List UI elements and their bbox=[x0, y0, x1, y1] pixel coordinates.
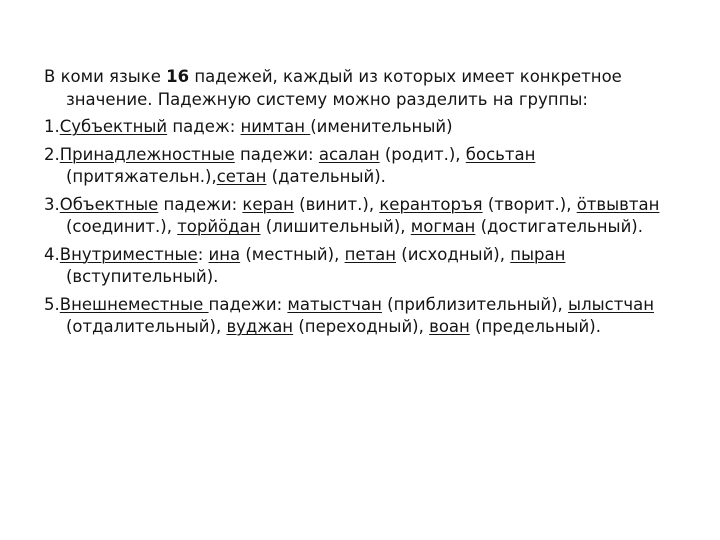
case-gloss: (именительный) bbox=[310, 117, 453, 136]
group-2-possessive bbox=[44, 144, 684, 189]
case-term: ина bbox=[208, 244, 241, 264]
case-gloss: (соединит.), bbox=[66, 217, 178, 236]
case-gloss: (притяжательн.), bbox=[66, 167, 217, 186]
group-name: Субъектный bbox=[59, 117, 168, 136]
case-term: асалан bbox=[318, 144, 380, 164]
group-text: падежи: bbox=[234, 144, 319, 164]
case-term: нимтан bbox=[240, 117, 311, 136]
group-number: 3. bbox=[44, 194, 60, 214]
group-name: Внешнеместные bbox=[59, 294, 209, 314]
intro-text-1: В коми языке bbox=[44, 67, 167, 86]
group-number: 5. bbox=[44, 294, 60, 314]
group-text: падежи: bbox=[208, 294, 288, 314]
group-number: 2. bbox=[44, 144, 60, 164]
case-count: 16 bbox=[166, 67, 190, 86]
group-3-object bbox=[44, 194, 684, 239]
case-gloss: (приблизительный), bbox=[381, 294, 569, 314]
case-term: воан bbox=[429, 317, 470, 336]
case-gloss: (родит.), bbox=[379, 144, 466, 164]
case-gloss: (творит.), bbox=[482, 194, 577, 214]
group-number: 4. bbox=[44, 244, 60, 264]
group-name: Внутриместные bbox=[59, 244, 198, 264]
group-name: Принадлежностные bbox=[59, 144, 235, 164]
case-term: сетан bbox=[216, 167, 267, 186]
case-gloss: (дательный). bbox=[266, 167, 386, 186]
case-term: петан bbox=[344, 244, 397, 264]
case-term: керан bbox=[242, 194, 294, 214]
group-number: 1. bbox=[44, 117, 60, 136]
case-gloss: (предельный). bbox=[469, 317, 601, 336]
group-4-internal-locative bbox=[44, 244, 684, 289]
group-1-subject bbox=[44, 116, 684, 139]
case-gloss: (отдалительный), bbox=[66, 317, 227, 336]
group-5-external-locative bbox=[44, 294, 684, 339]
case-term: ылыстчан bbox=[568, 294, 654, 314]
group-text: падеж: bbox=[167, 117, 241, 136]
case-gloss: (исходный), bbox=[396, 244, 511, 264]
group-text: : bbox=[197, 244, 209, 264]
intro-text-2: падежей, каждый из которых имеет конкретное значение. Падежную систему можно разделить на группы: bbox=[66, 67, 622, 109]
group-name: Объектные bbox=[59, 194, 159, 214]
case-gloss: (винит.), bbox=[293, 194, 380, 214]
intro-paragraph bbox=[44, 66, 684, 111]
case-term: вуджан bbox=[226, 317, 294, 336]
case-term: матыстчан bbox=[287, 294, 382, 314]
slide-content bbox=[44, 66, 684, 344]
case-term: керанторъя bbox=[379, 194, 483, 214]
case-term: пыран bbox=[510, 244, 566, 264]
case-gloss: (достигательный). bbox=[475, 217, 643, 236]
case-gloss: (лишительный), bbox=[260, 217, 411, 236]
case-term: торйӧдан bbox=[177, 217, 261, 236]
group-text: падежи: bbox=[158, 194, 243, 214]
case-term: босьтан bbox=[465, 144, 536, 164]
case-term: ӧтвывтан bbox=[576, 194, 660, 214]
case-term: могман bbox=[410, 217, 476, 236]
case-gloss: (вступительный). bbox=[66, 267, 219, 286]
case-gloss: (переходный), bbox=[293, 317, 430, 336]
case-gloss: (местный), bbox=[240, 244, 345, 264]
